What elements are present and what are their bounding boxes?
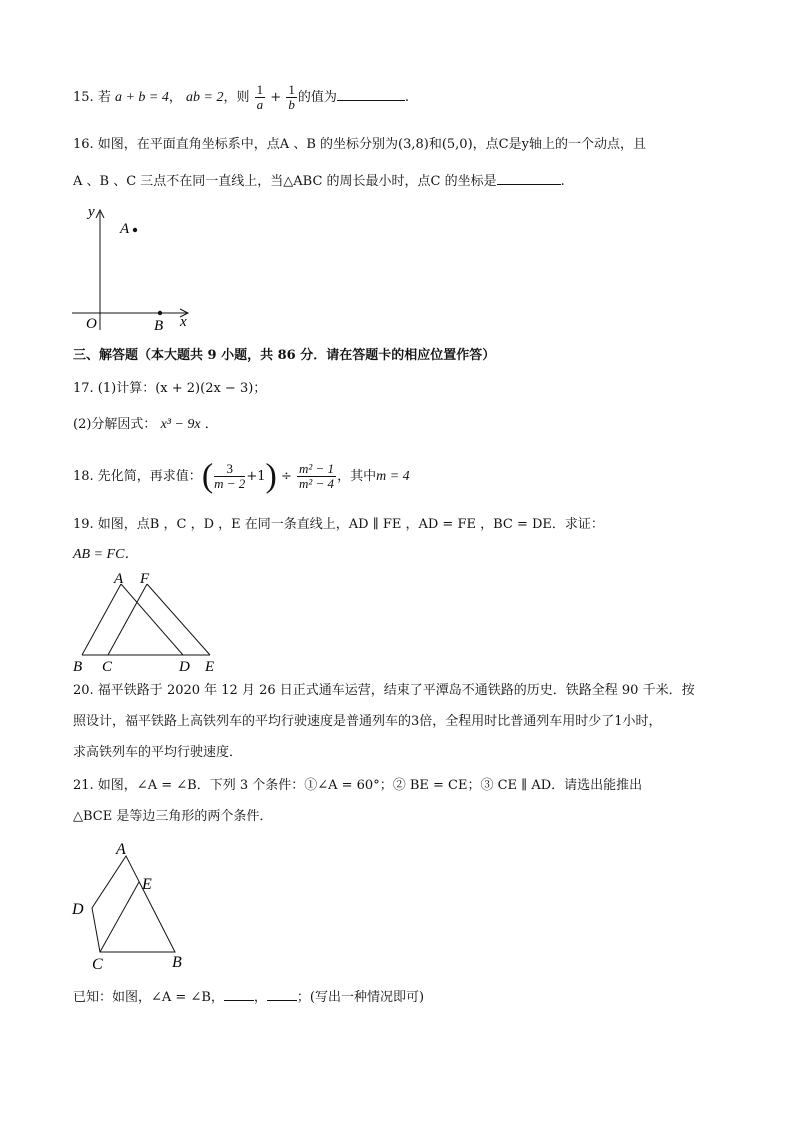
q15-sep: ， bbox=[168, 90, 182, 105]
q20-line-3: 求高铁列车的平均行驶速度． bbox=[73, 745, 243, 760]
q21-given-post: ；(写出一种情况即可) bbox=[296, 990, 425, 1005]
label-f: F bbox=[140, 571, 150, 587]
segment-fc bbox=[108, 584, 147, 655]
segment-ad bbox=[121, 584, 183, 655]
q16-coordinate-graph bbox=[66, 198, 206, 338]
q18-right-paren: ) bbox=[265, 457, 277, 495]
q15-eq2: ab = 2 bbox=[186, 90, 224, 105]
q20-line-2: 照设计，福平铁路上高铁列车的平均行驶速度是普通列车的3倍，全程用时比普通列车用时少了1小时， bbox=[73, 714, 662, 729]
q18-line bbox=[73, 458, 410, 496]
q16-line-2 bbox=[73, 172, 565, 191]
label-d: D bbox=[179, 659, 190, 675]
q18-fraction-2: $\frac{\text{m² − 1}}{\text{m² − 4}}$ bbox=[299, 461, 335, 491]
q21-given-sep: ， bbox=[253, 990, 267, 1005]
q16-line-2-text: A 、B 、C 三点不在同一直线上，当△ABC 的周长最小时，点C 的坐标是 bbox=[73, 174, 497, 189]
q21-given-pre: 已知：如图，∠A = ∠B， bbox=[73, 990, 224, 1005]
q21-line-2: △BCE 是等边三角形的两个条件． bbox=[73, 809, 273, 824]
q20-line-1: 20. 福平铁路于 2020 年 12 月 26 日正式通车运营，结束了平潭岛不通铁路的历史．铁路全程 90 千米．按 bbox=[73, 683, 695, 698]
label-a: A bbox=[114, 571, 124, 587]
q15-eq1: a + b = 4 bbox=[114, 90, 169, 105]
segment-ce bbox=[100, 882, 139, 952]
label-b: B bbox=[73, 659, 83, 675]
q18-fraction-1: $\frac{3}{m - 2}$ bbox=[214, 461, 246, 491]
q17-part-1: 17. (1)计算：(x + 2)(2x − 3)； bbox=[73, 381, 267, 396]
q15-plus: + bbox=[270, 90, 282, 105]
q21-geometry-figure bbox=[66, 836, 196, 972]
label-b: B bbox=[172, 954, 182, 971]
q15-pre: 若 bbox=[97, 90, 111, 105]
q21-given-line bbox=[73, 988, 424, 1007]
q21-condition-blank-1[interactable] bbox=[224, 988, 254, 1001]
label-c: C bbox=[92, 956, 103, 972]
q15-fraction-2: $\frac{1}{b}$ bbox=[288, 82, 295, 112]
point-a-label: A bbox=[120, 221, 130, 237]
q19-triangle-figure bbox=[70, 570, 230, 676]
label-e: E bbox=[205, 659, 215, 675]
q17-part-2-label: (2)分解因式： bbox=[73, 417, 157, 432]
label-c: C bbox=[102, 659, 113, 675]
q17-part-2 bbox=[73, 416, 218, 434]
label-e: E bbox=[142, 876, 152, 893]
q17-part-2-end: ． bbox=[204, 417, 218, 432]
q15-end: . bbox=[404, 90, 409, 105]
q18-left-paren: ( bbox=[201, 457, 214, 495]
segment-ab bbox=[82, 584, 121, 655]
q18-condition: m = 4 bbox=[376, 469, 410, 484]
q16-answer-blank[interactable] bbox=[497, 172, 561, 185]
q15-mid: ，则 bbox=[223, 90, 250, 105]
q16-end: . bbox=[560, 174, 565, 189]
point-b bbox=[158, 311, 162, 315]
label-d: D bbox=[72, 901, 84, 918]
q21-line-1: 21. 如图，∠A = ∠B．下列 3 个条件：①∠A = 60°；② BE = CE；③ CE ∥ AD．请选出能推出 bbox=[73, 778, 643, 793]
label-a: A bbox=[116, 841, 126, 858]
q19-line-2: AB = FC． bbox=[73, 547, 139, 562]
q18-pre: 18. 先化简，再求值： bbox=[73, 469, 202, 484]
point-b-label: B bbox=[154, 318, 164, 334]
q18-divide: ÷ bbox=[280, 469, 292, 484]
x-axis-label: x bbox=[180, 314, 187, 330]
quadrilateral-abcd bbox=[92, 856, 175, 952]
q18-post: ，其中 bbox=[337, 469, 377, 484]
origin-label: O bbox=[86, 316, 97, 332]
q15-fraction-1: $\frac{1}{a}$ bbox=[256, 82, 264, 112]
point-a bbox=[133, 228, 137, 232]
q15-post: 的值为 bbox=[297, 90, 337, 105]
segment-fe bbox=[147, 584, 210, 655]
y-axis-label: y bbox=[88, 204, 95, 220]
q17-part-2-expr: x³ − 9x bbox=[160, 417, 201, 432]
q15-number: 15. bbox=[73, 90, 94, 105]
q15-answer-blank[interactable] bbox=[337, 88, 405, 101]
q19-line-1: 19. 如图，点B ，C ，D ，E 在同一条直线上，AD ∥ FE ，AD = FE ，BC = DE．求证： bbox=[73, 517, 604, 532]
q18-plus-one: +1 bbox=[246, 469, 266, 484]
q16-line-1: 16. 如图，在平面直角坐标系中，点A 、B 的坐标分别为(3,8)和(5,0)，点C是y轴上的一个动点，且 bbox=[73, 137, 646, 152]
section-3-heading: 三、解答题（本大题共 9 小题，共 86 分．请在答题卡的相应位置作答） bbox=[73, 348, 496, 363]
q21-condition-blank-2[interactable] bbox=[267, 988, 297, 1001]
q15-line bbox=[73, 83, 409, 112]
